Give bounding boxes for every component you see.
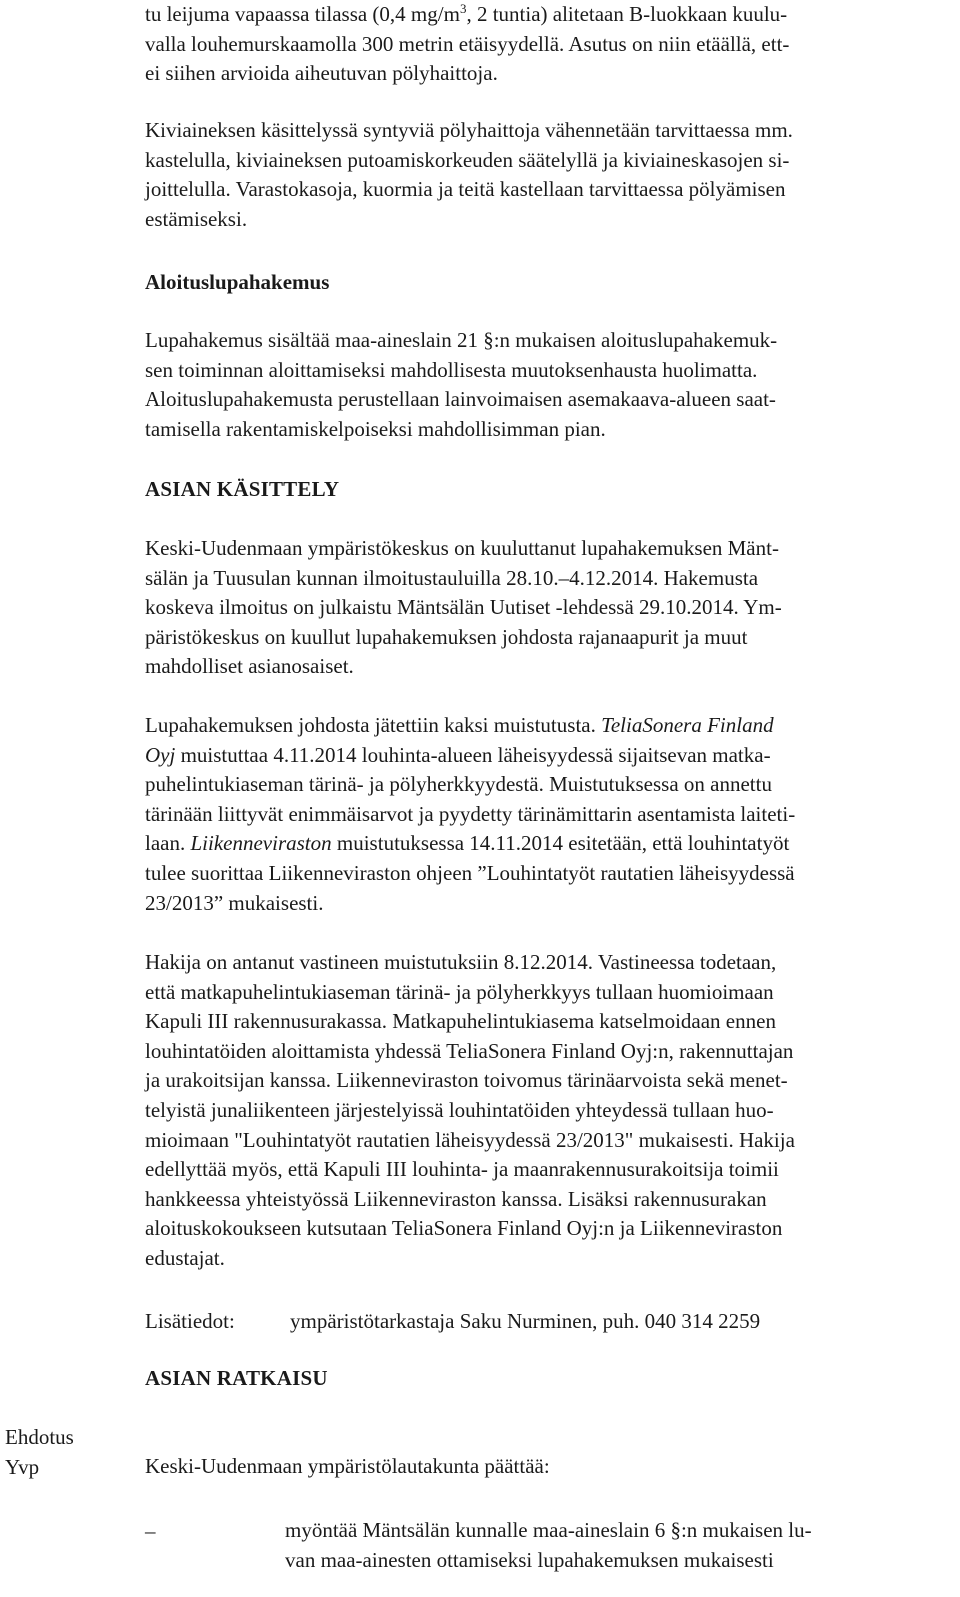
company-suffix-oyj: Oyj bbox=[145, 742, 176, 767]
heading-asian-ratkaisu: ASIAN RATKAISU bbox=[145, 1366, 328, 1390]
paragraph-dust-limit: tu leijuma vapaassa tilassa (0,4 $mg/m^3$, 2 tuntia) alitetaan B-luokkaan kuulu- valla louhemurskaamolla 300 metrin etäisyydellä. Asutus on niin etäällä, ett- ei siihen arvioida aiheutuvan pölyhaittoja. bbox=[145, 1, 790, 86]
bullet-dash: – bbox=[145, 1519, 156, 1543]
decision-intro: Keski-Uudenmaan ympäristölautakunta päättää: bbox=[145, 1454, 550, 1478]
contact-value: ympäristötarkastaja Saku Nurminen, puh. 040 314 2259 bbox=[290, 1309, 761, 1333]
heading-asian-kasittely: ASIAN KÄSITTELY bbox=[145, 477, 340, 501]
agency-name-liikennevirasto: Liikenneviraston bbox=[190, 831, 332, 856]
contact-label: Lisätiedot: bbox=[145, 1309, 235, 1333]
side-label-proposal: Ehdotus Yvp bbox=[5, 1425, 74, 1479]
paragraph-dust-mitigation: Kiviaineksen käsittelyssä syntyviä pölyhaittoja vähennetään tarvittaessa mm. kastelulla, kiviaineksen putoamiskorkeuden säätelyllä ja kiviaineskasojen si- joittelulla. Varastokasoja, kuormia ja teitä kastellaan tarvittaessa pölyämisen estämiseksi. bbox=[145, 118, 793, 231]
paragraph-start-permit: Lupahakemus sisältää maa-aineslain 21 §:n mukaisen aloituslupahakemuk- sen toiminnan aloittamiseksi mahdollisesta muutoksenhausta huolimatta. Aloituslupahakemusta perustellaan lainvoimaisen asemakaava-alueen saat- tamisella rakentamiskelpoiseksi mahdollisimman pian. bbox=[145, 328, 778, 441]
paragraph-reminders: Lupahakemuksen johdosta jätettiin kaksi muistutusta. TeliaSonera Finland Oyj muistuttaa 4.11.2014 louhinta-alueen läheisyydessä sijaitsevan matka- puhelintukiaseman tärinä- ja pölyherkkyydestä. Muistutuksessa on annettu tärinään liittyvät enimmäisarvot ja pyydetty tärinämittarin asentamista laiteti- laan. Liikenneviraston muistutuksessa 14.11.2014 esitetään, että louhintatyöt tulee suorittaa Liikenneviraston ohjeen ”Louhintatyöt rautatien läheisyydessä 23/2013” mukaisesti. bbox=[145, 713, 796, 915]
heading-aloituslupahakemus: Aloituslupahakemus bbox=[145, 270, 330, 294]
paragraph-response: Hakija on antanut vastineen muistutuksiin 8.12.2014. Vastineessa todetaan, että matkapuhelintukiaseman tärinä- ja pölyherkkyys tullaan huomioimaan Kapuli III rakennusurakassa. Matkapuhelintukiasema katselmoidaan ennen louhintatöiden aloittamista yhdessä TeliaSonera Finland Oyj:n, rakennuttajan ja urakoitsijan kanssa. Liikenneviraston toivomus tärinäarvoista sekä menet- telyistä junaliikenteen järjestelyissä louhintatöiden yhteydessä tullaan huo- mioimaan "Louhintatyöt rautatien läheisyydessä 23/2013" mukaisesti. Hakija edellyttää myös, että Kapuli III louhinta- ja maanrakennusurakoitsija toimii hankkeessa yhteistyössä Liikenneviraston kanssa. Lisäksi rakennusurakan aloituskokoukseen kutsutaan TeliaSonera Finland Oyj:n ja Liikenneviraston edustajat. bbox=[145, 950, 795, 1270]
paragraph-announcement: Keski-Uudenmaan ympäristökeskus on kuuluttanut lupahakemuksen Mänt- sälän ja Tuusulan kunnan ilmoitustauluilla 28.10.–4.12.2014. Hakemusta koskeva ilmoitus on julkaistu Mäntsälän Uutiset -lehdessä 29.10.2014. Ym- päristökeskus on kuullut lupahakemuksen johdosta rajanaapurit ja muut mahdolliset asianosaiset. bbox=[145, 536, 782, 679]
company-name-teliasonera: TeliaSonera Finland bbox=[601, 713, 774, 737]
decision-bullet: myöntää Mäntsälän kunnalle maa-aineslain 6 §:n mukaisen lu- van maa-ainesten ottamiseksi lupahakemuksen mukaisesti bbox=[285, 1518, 812, 1572]
